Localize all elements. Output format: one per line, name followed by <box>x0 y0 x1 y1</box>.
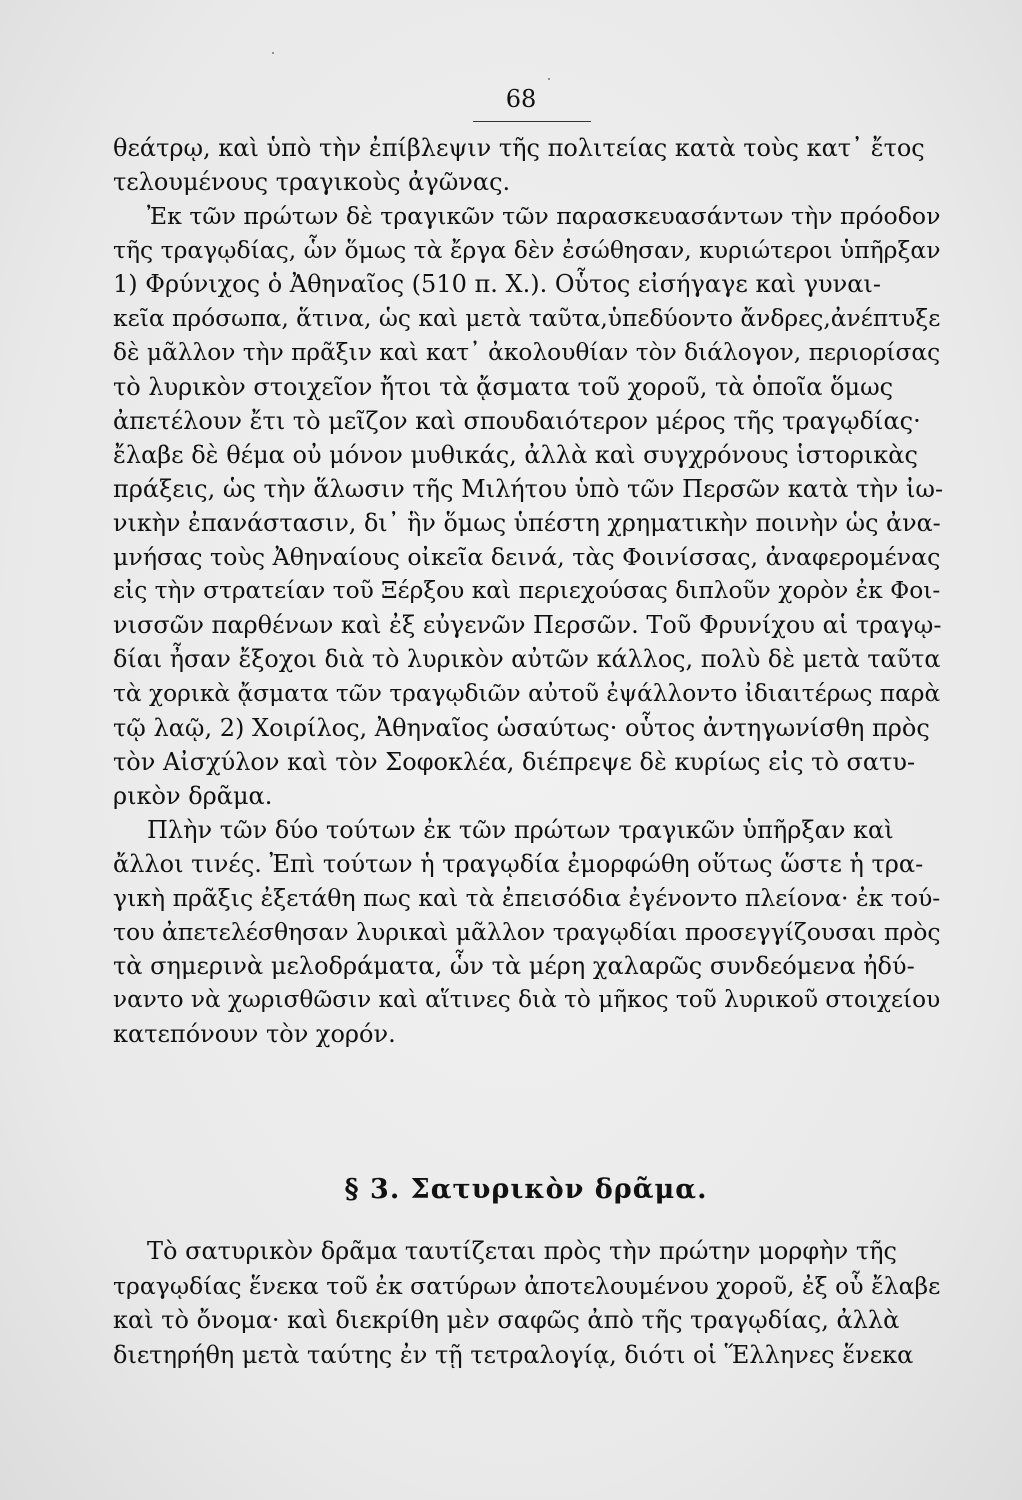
text-line: τὰ χορικὰ ᾄσματα τῶν τραγῳδιῶν αὐτοῦ ἐψάλλοντο ἰδιαιτέρως παρὰ <box>113 679 941 707</box>
text-line: κεῖα πρόσωπα, ἅτινα, ὡς καὶ μετὰ ταῦτα,ὑπεδύοντο ἄνδρες,ἀνέπτυξε <box>113 304 941 333</box>
text-line: ναντο νὰ χωρισθῶσιν καὶ αἵτινες διὰ τὸ μῆκος τοῦ λυρικοῦ στοιχείου <box>113 986 941 1014</box>
body-text <box>113 131 945 1052</box>
text-line: τραγῳδίας ἕνεκα τοῦ ἐκ σατύρων ἀποτελουμένου χοροῦ, ἐξ οὗ ἔλαβε <box>113 1271 941 1300</box>
section-heading: § 3. Σατυρικὸν δρᾶμα. <box>344 1174 708 1205</box>
page-number: 68 <box>505 85 537 113</box>
text-line: ρικὸν δρᾶμα. <box>113 781 273 810</box>
text-line: ἄλλοι τινές. Ἐπὶ τούτων ἡ τραγῳδία ἐμορφώθη οὕτως ὥστε ἡ τρα- <box>113 849 924 878</box>
text-line: διετηρήθη μετὰ ταύτης ἐν τῇ τετραλογίᾳ, διότι οἱ Ἕλληνες ἕνεκα <box>113 1340 914 1369</box>
text-line: 1) Φρύνιχος ὁ Ἀθηναῖος (510 π. Χ.). Οὗτος εἰσήγαγε καὶ γυναι- <box>113 270 881 299</box>
text-line: τὰ σημερινὰ μελοδράματα, ὧν τὰ μέρη χαλαρῶς συνδεόμενα ἠδύ- <box>113 952 915 981</box>
text-line: γικὴ πρᾶξις ἐξετάθη πως καὶ τὰ ἐπεισόδια ἐγένοντο πλείονα· ἐκ τού- <box>113 884 941 913</box>
text-line: τῷ λαῷ, 2) Χοιρίλος, Ἀθηναῖος ὡσαύτως· οὗτος ἀντηγωνίσθη πρὸς <box>113 713 930 742</box>
text-line: πράξεις, ὡς τὴν ἅλωσιν τῆς Μιλήτου ὑπὸ τῶν Περσῶν κατὰ τὴν ἰω- <box>113 474 944 503</box>
text-line: νισσῶν παρθένων καὶ ἐξ εὐγενῶν Περσῶν. Τοῦ Φρυνίχου αἱ τραγῳ- <box>113 611 942 640</box>
text-line: του ἀπετελέσθησαν λυρικαὶ μᾶλλον τραγῳδίαι προσεγγίζουσαι πρὸς <box>113 918 941 947</box>
text-line: εἰς τὴν στρατείαν τοῦ Ξέρξου καὶ περιεχούσας διπλοῦν χορὸν ἐκ Φοι- <box>113 577 941 605</box>
text-line: νικὴν ἐπανάστασιν, δι᾽ ἣν ὅμως ὑπέστη χρηματικὴν ποινὴν ὡς ἀνα- <box>113 509 941 538</box>
text-line: τὸ λυρικὸν στοιχεῖον ἤτοι τὰ ᾄσματα τοῦ χοροῦ, τὰ ὁποῖα ὅμως <box>113 372 894 401</box>
scan-speck <box>272 52 274 54</box>
text-line: καὶ τὸ ὄνομα· καὶ διεκρίθη μὲν σαφῶς ἀπὸ τῆς τραγῳδίας, ἀλλὰ <box>113 1306 900 1334</box>
paragraph-first-line: Ἐκ τῶν πρώτων δὲ τραγικῶν τῶν παρασκευασάντων τὴν πρόοδον <box>147 202 941 231</box>
text-line: τὸν Αἰσχύλον καὶ τὸν Σοφοκλέα, διέπρεψε δὲ κυρίως εἰς τὸ σατυ- <box>113 747 916 776</box>
text-line: κατεπόνουν τὸν χορόν. <box>113 1020 396 1049</box>
text-line: δὲ μᾶλλον τὴν πρᾶξιν καὶ κατ᾽ ἀκολουθίαν τὸν διάλογον, περιορίσας <box>113 338 941 366</box>
text-line: θεάτρῳ, καὶ ὑπὸ τὴν ἐπίβλεψιν τῆς πολιτείας κατὰ τοὺς κατ᾽ ἔτος <box>113 134 925 162</box>
text-line: μνήσας τοὺς Ἀθηναίους οἰκεῖα δεινά, τὰς Φοινίσσας, ἀναφερομένας <box>113 543 941 572</box>
scan-speck <box>548 78 550 80</box>
section-text <box>113 1234 945 1372</box>
text-line: δίαι ἦσαν ἔξοχοι διὰ τὸ λυρικὸν αὐτῶν κάλλος, πολὺ δὲ μετὰ ταῦτα <box>113 645 941 674</box>
text-line: ἔλαβε δὲ θέμα οὐ μόνον μυθικάς, ἀλλὰ καὶ συγχρόνους ἱστορικὰς <box>113 440 918 469</box>
text-line: τῆς τραγῳδίας, ὧν ὅμως τὰ ἔργα δὲν ἐσώθησαν, κυριώτεροι ὑπῆρξαν <box>113 236 941 265</box>
text-line: ἀπετέλουν ἔτι τὸ μεῖζον καὶ σπουδαιότερον μέρος τῆς τραγῳδίας· <box>113 406 921 435</box>
text-line: τελουμένους τραγικοὺς ἀγῶνας. <box>113 168 511 197</box>
paragraph-first-line: Πλὴν τῶν δύο τούτων ἐκ τῶν πρώτων τραγικῶν ὑπῆρξαν καὶ <box>147 815 894 844</box>
header-rule <box>473 121 591 122</box>
paragraph-first-line: Τὸ σατυρικὸν δρᾶμα ταυτίζεται πρὸς τὴν πρώτην μορφὴν τῆς <box>147 1237 897 1265</box>
